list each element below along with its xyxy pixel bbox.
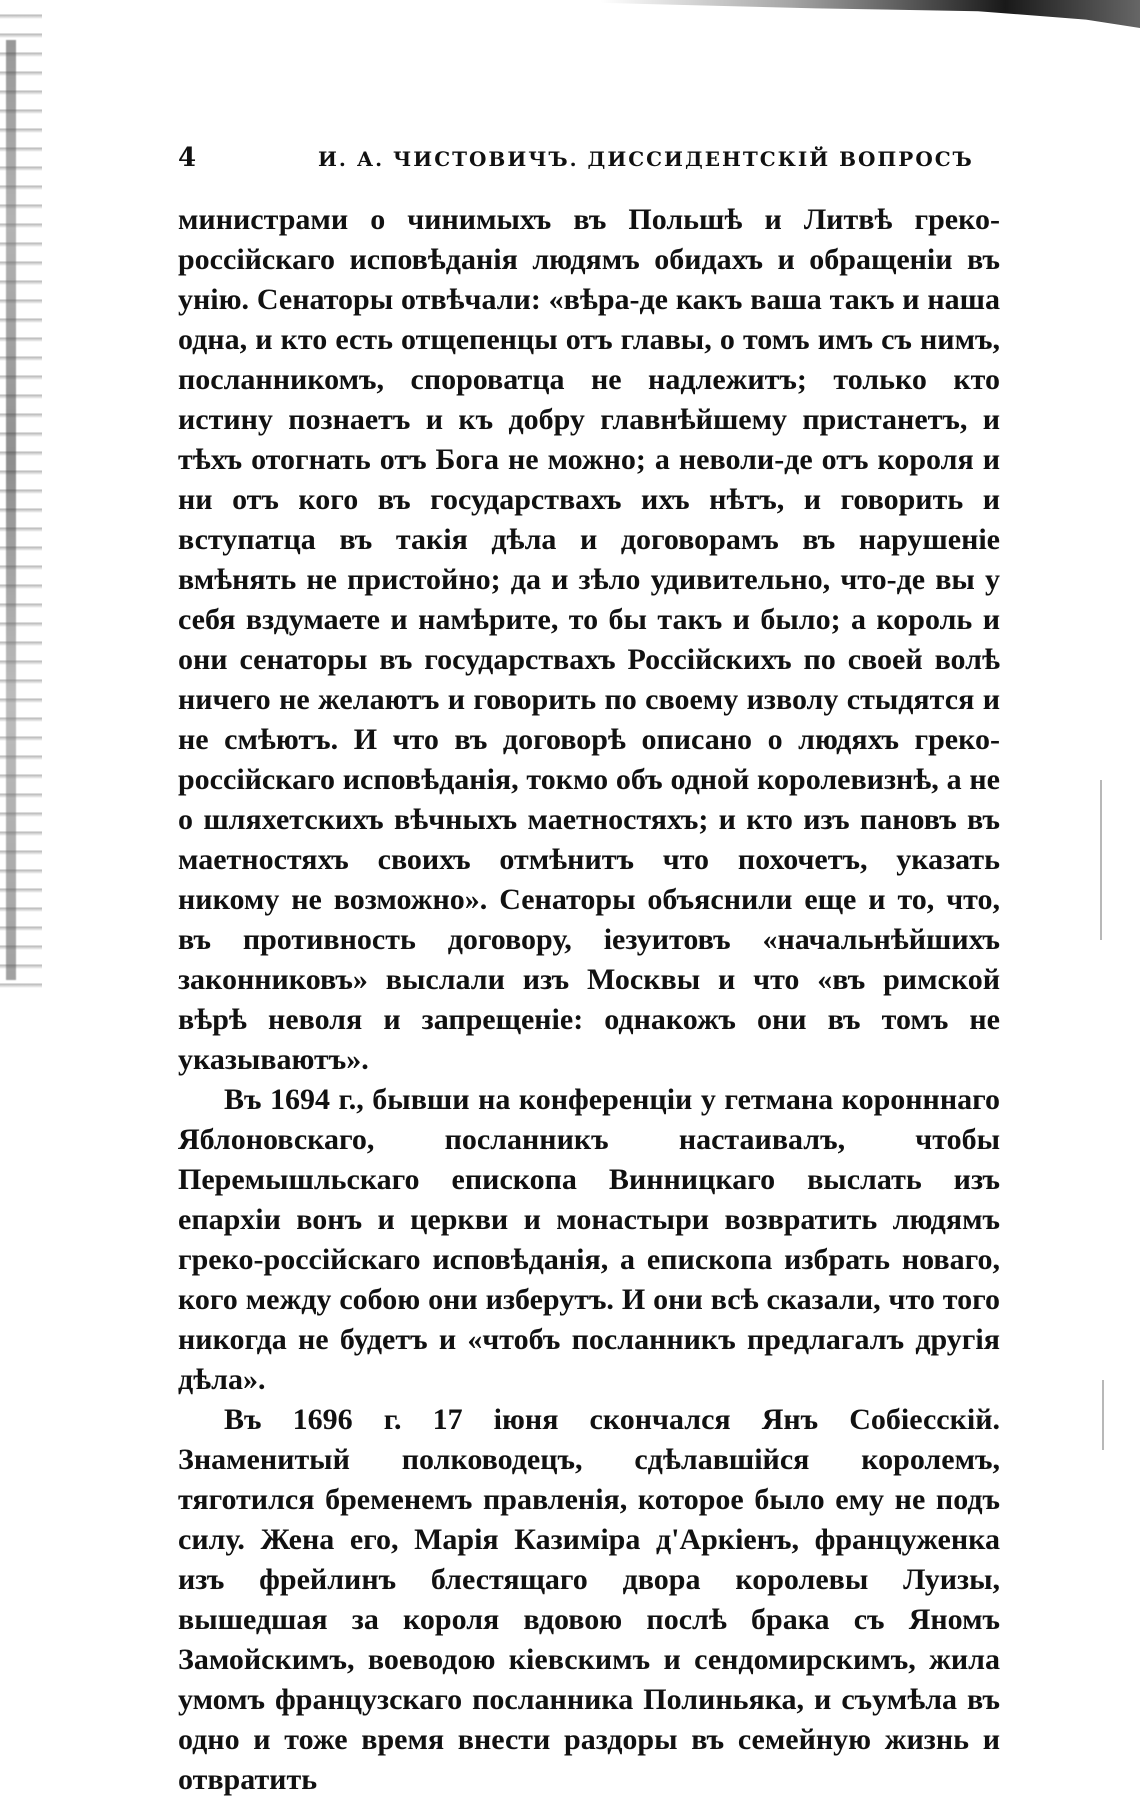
paragraph-3: Въ 1696 г. 17 іюня скончался Янъ Собіесскій. Знаменитый полководецъ, сдѣлавшійся королемъ, тяготился бременемъ правленія, которое было ему не подъ силу. Жена его, Марія Казиміра д'Аркіенъ, француженка изъ фрейлинъ блестящаго двора королевы Луизы, вышедшая за короля вдовою послѣ брака съ Яномъ Замойскимъ, воеводою кіевскимъ и сендомирскимъ, жила умомъ французскаго посланника Полиньяка, и съумѣла въ одно и тоже время внести раздоры въ семейную жизнь и отвратить xyxy=(178,1403,1000,1796)
scan-top-artifact xyxy=(600,0,1140,28)
scan-right-mark-lower xyxy=(1102,1380,1104,1450)
scan-binding-shadow xyxy=(6,40,16,980)
page-number: 4 xyxy=(178,143,198,173)
scan-right-mark xyxy=(1100,780,1102,940)
running-head xyxy=(178,143,998,177)
paragraph-1: министрами о чинимыхъ въ Польшѣ и Литвѣ греко-россійскаго исповѣданія людямъ обидахъ и обращеніи въ унію. Сенаторы отвѣчали: «вѣра-де какъ ваша такъ и наша одна, и кто есть отщепенцы отъ главы, о томъ имъ съ нимъ, посланникомъ, спороватца не надлежитъ; только кто истину познаетъ и къ добру главнѣйшему пристанетъ, и тѣхъ отогнать отъ Бога не можно; а неволи-де отъ короля и ни отъ кого въ государствахъ ихъ нѣтъ, и говорить и вступатца въ такія дѣла и договорамъ въ нарушеніе вмѣнять не пристойно; да и зѣло удивительно, что-де вы у себя вздумаете и намѣрите, то бы такъ и было; а король и они сенаторы въ государствахъ Россійскихъ по своей волѣ ничего не желаютъ и говорить по своему изволу стыдятся и не смѣютъ. И что въ договорѣ описано о людяхъ греко-россійскаго исповѣданія, токмо объ одной королевизнѣ, а не о шляхетскихъ вѣчныхъ маетностяхъ; и кто изъ пановъ въ маетностяхъ своихъ отмѣнитъ что похочетъ, указать никому не возможно». Сенаторы объяснили еще и то, что, въ противность договору, іезуитовъ «начальнѣйшихъ законниковъ» выслали изъ Москвы и что «въ римской вѣрѣ неволя и запрещеніе: однакожъ они въ томъ не указываютъ». xyxy=(178,203,1000,1076)
paragraph-2: Въ 1694 г., бывши на конференціи у гетмана коронннаго Яблоновскаго, посланникъ настаивалъ, чтобы Перемышльскаго епископа Винницкаго выслать изъ епархіи вонъ и церкви и монастыри возвратить людямъ греко-россійскаго исповѣданія, а епископа избрать новаго, кого между собою они изберутъ. И они всѣ сказали, что того никогда не будетъ и «чтобъ посланникъ предлагалъ другія дѣла». xyxy=(178,1083,1000,1396)
running-title: И. А. ЧИСТОВИЧЪ. ДИССИДЕНТСКІЙ ВОПРОСЪ xyxy=(318,147,974,171)
page-body xyxy=(178,200,1000,1800)
